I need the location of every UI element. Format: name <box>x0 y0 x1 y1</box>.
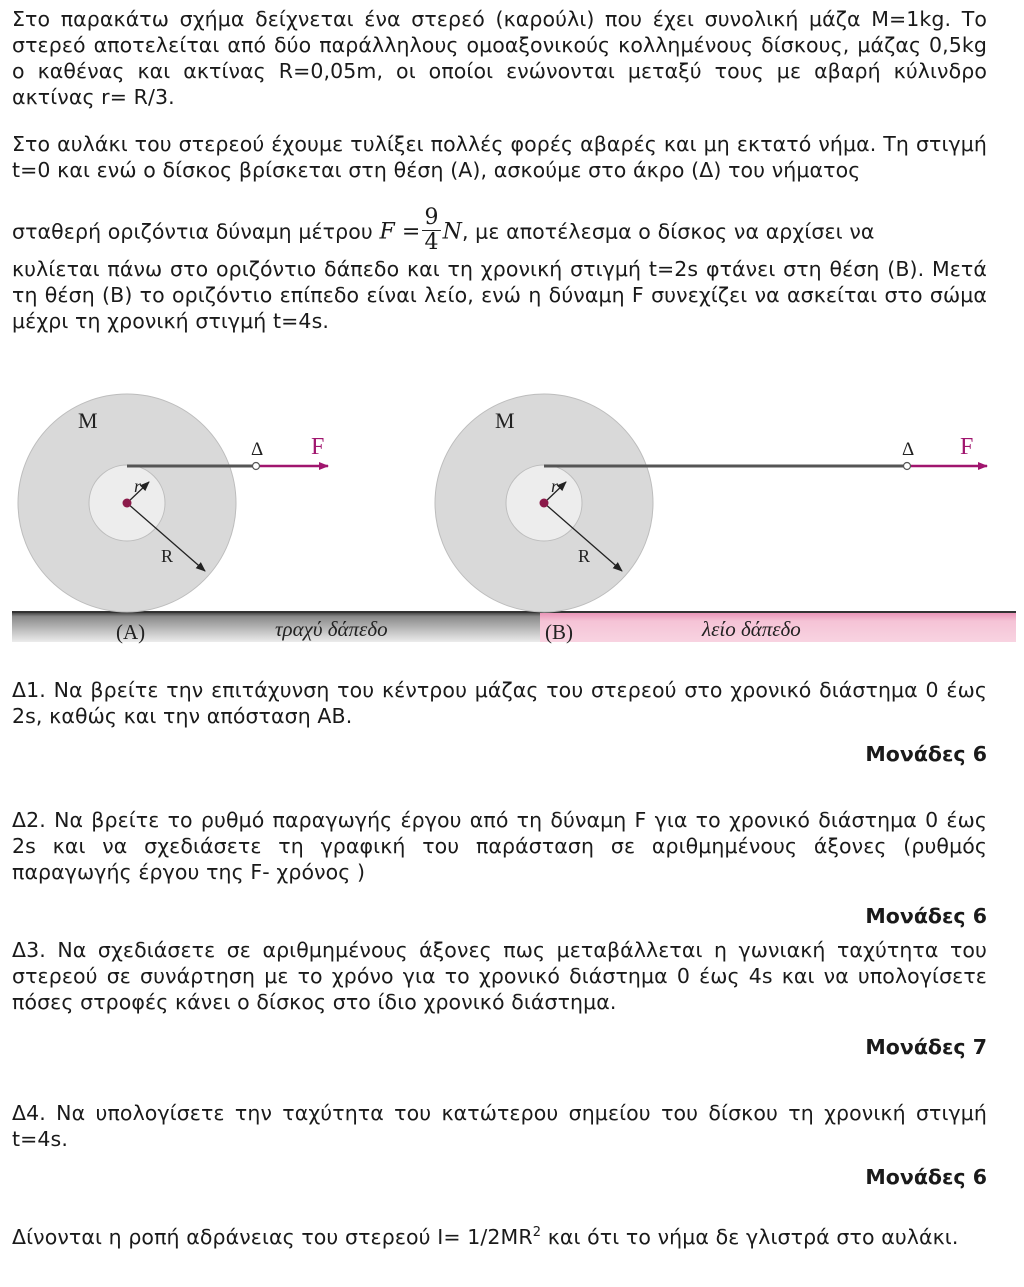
disk-a-center <box>123 499 132 508</box>
intro-paragraph-1: Στο παρακάτω σχήμα δείχνεται ένα στερεό (καρούλι) που έχει συνολική μάζα M=1kg. Το στερεό αποτελείται από δύο παράλληλους ομοαξονικούς κολλημένους δίσκους, μάζας 0,5kg ο καθένας και ακτίνας R=0,05m, οι οποίοι ενώνονται μεταξύ τους με αβαρή κύλινδρο ακτίνας r= R/3. <box>12 7 987 109</box>
intro-paragraph-4: κυλίεται πάνω στο οριζόντιο δάπεδο και τη χρονική στιγμή t=2s φτάνει στη θέση (Β). Μετά τη θέση (Β) το οριζόντιο επίπεδο είναι λείο, ενώ η δύναμη F συνεχίζει να ασκείται στο σώμα μέχρι τη χρονική στιγμή t=4s. <box>12 257 987 333</box>
question-d2: Δ2. Να βρείτε το ρυθμό παραγωγής έργου από τη δύναμη F για το χρονικό διάστημα 0 έως 2s και να σχεδιάσετε τη γραφική του παράσταση σε αριθμημένους άξονες (ρυθμός παραγωγής έργου της F- χρόνος ) <box>12 808 987 884</box>
label-r-b: r <box>551 476 559 496</box>
force-denominator: 4 <box>424 230 439 255</box>
label-R-a: R <box>161 546 174 566</box>
disk-a-string-end <box>253 463 260 470</box>
force-unit: N <box>442 219 462 245</box>
label-f-b: F <box>960 434 974 460</box>
label-f-a: F <box>311 434 325 460</box>
given-superscript: 2 <box>532 1225 542 1241</box>
force-numerator: 9 <box>424 205 439 230</box>
force-sentence-start: σταθερή οριζόντια δύναμη μέτρου <box>12 219 373 244</box>
given-data <box>12 1224 987 1250</box>
label-delta-a: Δ <box>251 439 264 460</box>
marks-d4: Μονάδες 6 <box>865 1165 987 1189</box>
force-fraction <box>422 206 440 255</box>
force-sentence-end: , με αποτέλεσμα ο δίσκος να αρχίσει να <box>461 219 875 244</box>
question-d4: Δ4. Να υπολογίσετε την ταχύτητα του κατώτερου σημείου του δίσκου τη χρονική στιγμή t=4s. <box>12 1101 987 1151</box>
spool-figure <box>0 380 1024 660</box>
question-d1: Δ1. Να βρείτε την επιτάχυνση του κέντρου μάζας του στερεού στο χρονικό διάστημα 0 έως 2s, καθώς και την απόσταση ΑΒ. <box>12 678 987 728</box>
label-delta-b: Δ <box>902 439 915 460</box>
intro-paragraph-2: Στο αυλάκι του στερεού έχουμε τυλίξει πολλές φορές αβαρές και μη εκτατό νήμα. Τη στιγμή t=0 και ενώ ο δίσκος βρίσκεται στη θέση (Α), ασκούμε στο άκρο (Δ) του νήματος <box>12 132 987 182</box>
label-m-a: M <box>78 408 98 433</box>
intro-paragraph-3 <box>12 205 987 257</box>
disk-a <box>18 394 328 612</box>
label-r-a: r <box>134 476 142 496</box>
marks-d3: Μονάδες 7 <box>865 1035 987 1059</box>
given-text-start: Δίνονται η ροπή αδράνειας του στερεού I= 1/2MR <box>12 1225 533 1249</box>
marks-d2: Μονάδες 6 <box>865 904 987 928</box>
disk-b-center <box>540 499 549 508</box>
label-position-b: (B) <box>545 620 573 644</box>
marks-d1: Μονάδες 6 <box>865 742 987 766</box>
label-rough-floor: τραχύ δάπεδο <box>275 617 388 641</box>
label-smooth-floor: λείο δάπεδο <box>702 617 801 641</box>
label-position-a: (A) <box>116 620 146 644</box>
question-d3: Δ3. Να σχεδιάσετε σε αριθμημένους άξονες πως μεταβάλλεται η γωνιακή ταχύτητα του στερεού σε συνάρτηση με το χρόνο για το χρονικό διάστημα 0 έως 4s και να υπολογίσετε πόσες στροφές κάνει ο δίσκος στο ίδιο χρονικό διάστημα. <box>12 938 987 1014</box>
disk-b-string-end <box>904 463 911 470</box>
label-R-b: R <box>578 546 591 566</box>
disk-b <box>435 394 987 612</box>
given-text-end: και ότι το νήμα δε γλιστρά στο αυλάκι. <box>541 1225 959 1249</box>
label-m-b: M <box>495 408 515 433</box>
force-symbol: F = <box>379 219 421 245</box>
